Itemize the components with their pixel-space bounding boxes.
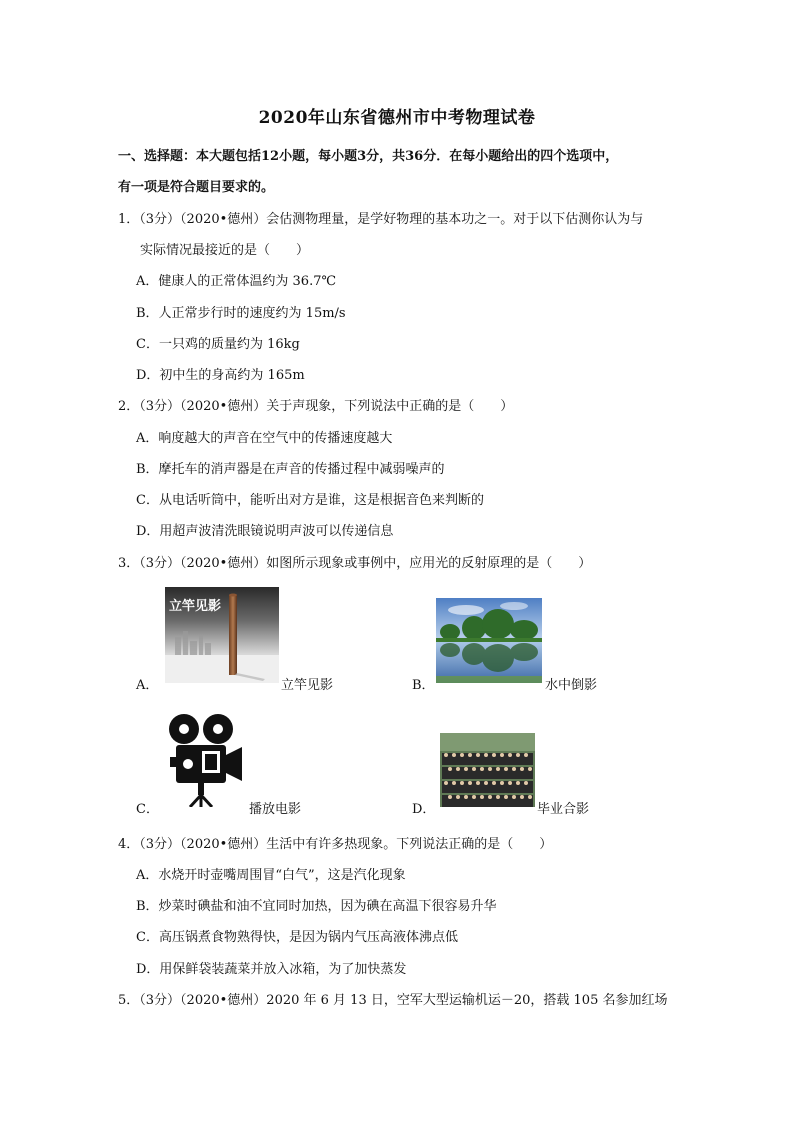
section-heading-line2: 有一项是符合题目要求的。 bbox=[118, 180, 275, 195]
q2-option-d: D．用超声波清洗眼镜说明声波可以传递信息 bbox=[136, 524, 394, 539]
q3-option-d-caption: 毕业合影 bbox=[537, 802, 590, 817]
q4-option-b: B．炒菜时碘盐和油不宜同时加热，因为碘在高温下很容易升华 bbox=[136, 899, 497, 914]
q5-stem: 5．（3分）（2020•德州）2020 年 6 月 13 日，空军大型运输机运－20，搭载 105 名参加红场 bbox=[118, 993, 668, 1008]
q1-stem-line1: 1．（3分）（2020•德州）会估测物理量，是学好物理的基本功之一。对于以下估测你认为与 bbox=[118, 212, 644, 227]
q3-option-b-letter: B． bbox=[412, 678, 435, 693]
q2-option-c: C．从电话听筒中，能听出对方是谁，这是根据音色来判断的 bbox=[136, 493, 484, 508]
q1-option-c: C．一只鸡的质量约为 16kg bbox=[136, 337, 300, 352]
q1-stem-line2: 实际情况最接近的是（ ） bbox=[140, 243, 310, 258]
q3-option-b-image bbox=[436, 598, 542, 683]
q4-option-a: A．水烧开时壶嘴周围冒“白气”，这是汽化现象 bbox=[136, 868, 406, 883]
q2-stem: 2．（3分）（2020•德州）关于声现象，下列说法中正确的是（ ） bbox=[118, 399, 514, 414]
q3-option-d-image bbox=[440, 733, 535, 807]
q1-option-d: D．初中生的身高约为 165m bbox=[136, 368, 305, 383]
q3-option-a-image-label: 立竿见影 bbox=[169, 599, 222, 614]
q3-option-a-image bbox=[165, 587, 279, 683]
page-title: 2020年山东省德州市中考物理试卷 bbox=[258, 108, 536, 128]
section-heading-line1: 一、选择题：本大题包括12小题，每小题3分，共36分．在每小题给出的四个选项中， bbox=[118, 149, 619, 164]
q3-option-b-caption: 水中倒影 bbox=[545, 678, 598, 693]
group-photo-image bbox=[440, 733, 535, 807]
lake-reflection-image bbox=[436, 598, 542, 683]
q3-option-c-image bbox=[162, 709, 247, 807]
q3-option-c-caption: 播放电影 bbox=[249, 802, 302, 817]
movie-camera-icon bbox=[162, 709, 247, 807]
q3-stem: 3．（3分）（2020•德州）如图所示现象或事例中，应用光的反射原理的是（ ） bbox=[118, 556, 592, 571]
q1-option-b: B．人正常步行时的速度约为 15m/s bbox=[136, 306, 346, 321]
q3-option-a-caption: 立竿见影 bbox=[281, 678, 334, 693]
q4-option-c: C．高压锅煮食物熟得快，是因为锅内气压高液体沸点低 bbox=[136, 930, 458, 945]
q1-option-a: A．健康人的正常体温约为 36.7℃ bbox=[136, 274, 337, 289]
q4-option-d: D．用保鲜袋装蔬菜并放入冰箱，为了加快蒸发 bbox=[136, 962, 407, 977]
q3-option-c-letter: C． bbox=[136, 802, 159, 817]
q2-option-b: B．摩托车的消声器是在声音的传播过程中减弱噪声的 bbox=[136, 462, 445, 477]
q3-option-a-letter: A． bbox=[136, 678, 159, 693]
q2-option-a: A．响度越大的声音在空气中的传播速度越大 bbox=[136, 431, 393, 446]
q4-stem: 4．（3分）（2020•德州）生活中有许多热现象。下列说法正确的是（ ） bbox=[118, 837, 553, 852]
q3-option-d-letter: D． bbox=[412, 802, 436, 817]
